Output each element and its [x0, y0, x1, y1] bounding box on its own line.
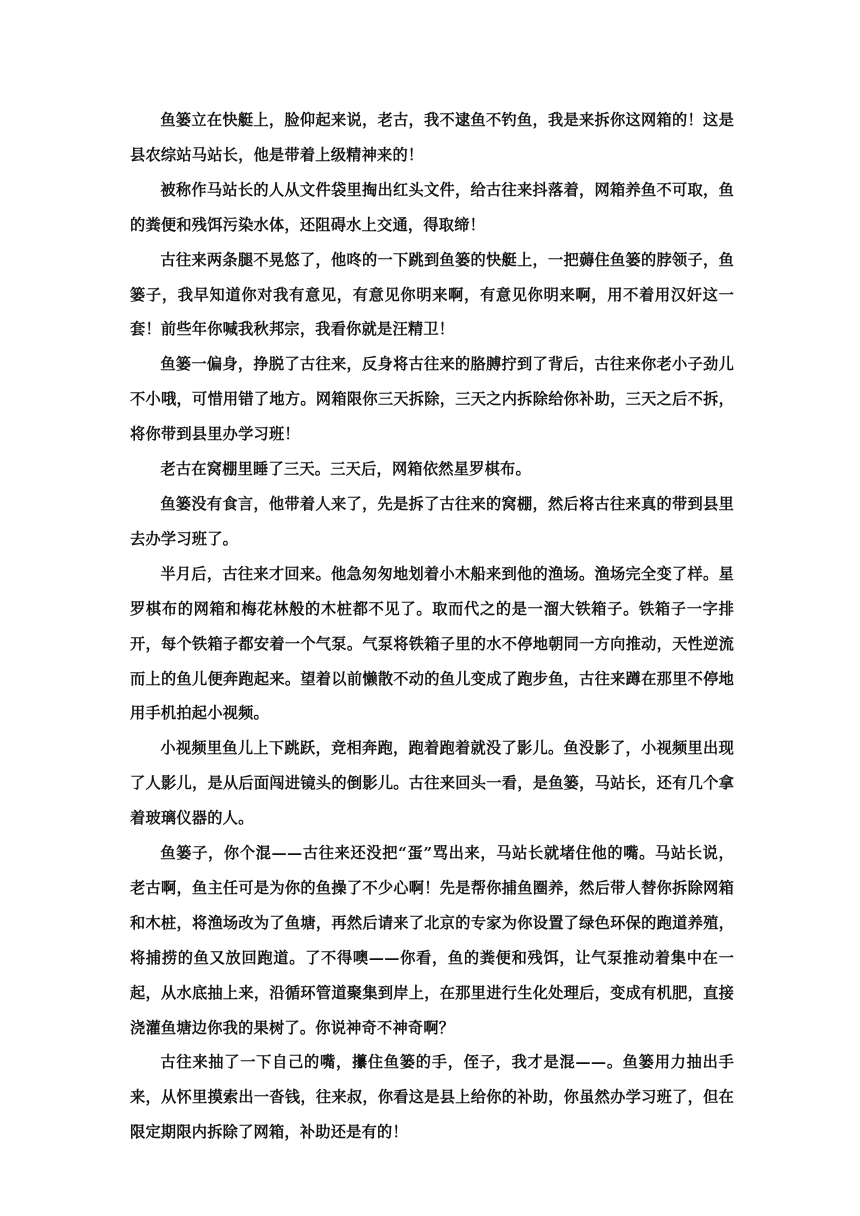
paragraph: 被称作马站长的人从文件袋里掏出红头文件，给古往来抖落着，网箱养鱼不可取，鱼的粪便和残饵污染水体，还阻碍水上交通，得取缔！ [130, 180, 734, 234]
paragraph: 鱼篓立在快艇上，脸仰起来说，老古，我不逮鱼不钓鱼，我是来拆你这网箱的！这是县农综站马站长，他是带着上级精神来的！ [130, 111, 734, 164]
paragraph: 鱼篓一偏身，挣脱了古往来，反身将古往来的胳膊拧到了背后，古往来你老小子劲儿不小哦，可惜用错了地方。网箱限你三天拆除，三天之内拆除给你补助，三天之后不拆，将你带到县里办学习班！ [130, 355, 734, 444]
document-body [130, 103, 734, 1150]
paragraph: 小视频里鱼儿上下跳跃，竞相奔跑，跑着跑着就没了影儿。鱼没影了，小视频里出现了人影儿，是从后面闯进镜头的倒影儿。古往来回头一看，是鱼篓，马站长，还有几个拿着玻璃仪器的人。 [130, 739, 734, 828]
paragraph: 老古在窝棚里睡了三天。三天后，网箱依然星罗棋布。 [160, 460, 531, 479]
paragraph: 鱼篓子，你个混——古往来还没把“蛋”骂出来，马站长就堵住他的嘴。马站长说，老古啊，鱼主任可是为你的鱼操了不少心啊！先是帮你捕鱼圈养，然后带人替你拆除网箱和木桩，将渔场改为了鱼塘，再然后请来了北京的专家为你设置了绿色环保的跑道养殖，将捕捞的鱼又放回跑道。了不得噢——你看，鱼的粪便和残饵，让气泵推动着集中在一起，从水底抽上来，沿循环管道聚集到岸上，在那里进行生化处理后，变成有机肥，直接浇灌鱼塘边你我的果树了。你说神奇不神奇啊？ [130, 844, 734, 1037]
paragraph: 古往来抽了一下自己的嘴，攥住鱼篓的手，侄子，我才是混——。鱼篓用力抽出手来，从怀里摸索出一沓钱，往来叔，你看这是县上给你的补助，你虽然办学习班了，但在限定期限内拆除了网箱，补助还是有的！ [130, 1053, 734, 1142]
paragraph: 半月后，古往来才回来。他急匆匆地划着小木船来到他的渔场。渔场完全变了样。星罗棋布的网箱和梅花林般的木桩都不见了。取而代之的是一溜大铁箱子。铁箱子一字排开，每个铁箱子都安着一个气泵。气泵将铁箱子里的水不停地朝同一方向推动，天性逆流而上的鱼儿便奔跑起来。望着以前懒散不动的鱼儿变成了跑步鱼，古往来蹲在那里不停地用手机拍起小视频。 [130, 564, 734, 723]
paragraph: 鱼篓没有食言，他带着人来了，先是拆了古往来的窝棚，然后将古往来真的带到县里去办学习班了。 [130, 494, 734, 548]
paragraph: 古往来两条腿不晃悠了，他咚的一下跳到鱼篓的快艇上，一把薅住鱼篓的脖领子，鱼篓子，我早知道你对我有意见，有意见你明来啊，有意见你明来啊，用不着用汉奸这一套！前些年你喊我秋邦宗，我看你就是汪精卫！ [130, 250, 734, 339]
